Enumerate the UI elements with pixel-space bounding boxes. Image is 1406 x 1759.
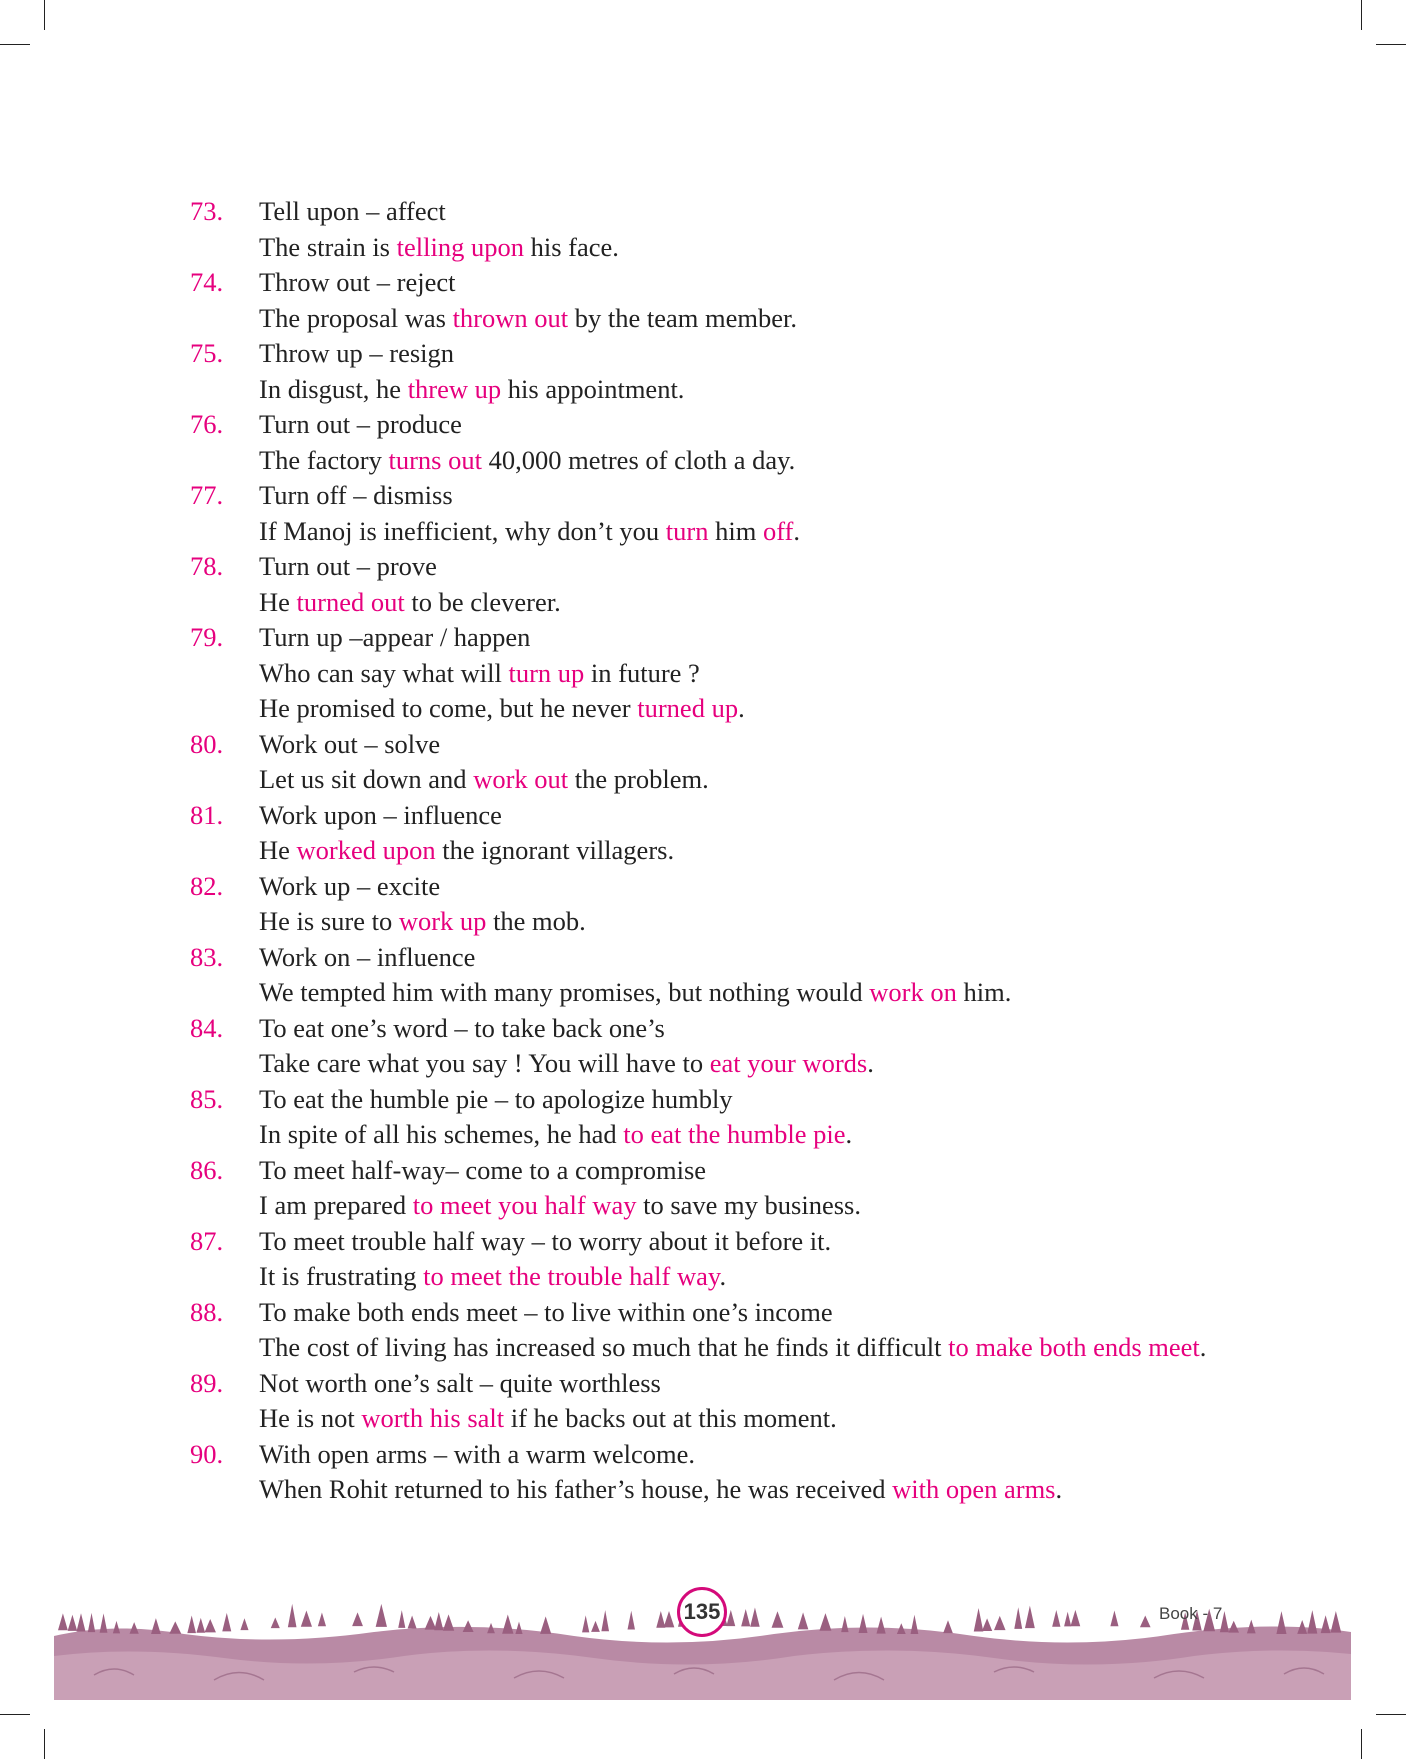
- phrase-definition: [259, 194, 1270, 230]
- text-run: .: [845, 1119, 853, 1149]
- text-run: Turn up –appear / happen: [259, 622, 531, 652]
- tree-shape: [601, 1610, 609, 1631]
- tree-shape: [582, 1615, 589, 1632]
- example-sentence: [259, 1259, 1270, 1295]
- tree-shape: [271, 1618, 280, 1629]
- tree-shape: [1228, 1621, 1239, 1633]
- example-sentence: [259, 833, 1270, 869]
- phrase-definition: [259, 940, 1270, 976]
- phrase-definition: [259, 549, 1270, 585]
- tree-shape: [425, 1616, 437, 1630]
- text-run: to be cleverer.: [404, 586, 561, 617]
- text-run: him.: [956, 977, 1012, 1007]
- phrase-definition: [259, 1437, 1270, 1473]
- text-run: .: [738, 693, 745, 723]
- crop-mark: [1361, 0, 1362, 30]
- list-item: [190, 727, 1270, 798]
- tree-shape: [196, 1618, 205, 1633]
- item-number: 88.: [190, 1296, 224, 1327]
- text-run: 40,000 metres of cloth a day.: [482, 444, 796, 475]
- phrase-definition: [259, 1295, 1270, 1331]
- tree-shape: [113, 1621, 120, 1633]
- tree-shape: [1070, 1610, 1080, 1626]
- text-run: Work on – influence: [259, 941, 476, 972]
- tree-shape: [1025, 1606, 1035, 1629]
- example-sentence: [259, 301, 1270, 337]
- highlighted-phrase: off: [762, 515, 794, 546]
- tree-shape: [58, 1613, 68, 1630]
- tree-shape: [376, 1604, 387, 1627]
- tree-shape: [1297, 1620, 1307, 1634]
- item-number: 89.: [190, 1367, 224, 1398]
- item-number: 74.: [190, 267, 224, 297]
- text-run: With open arms – with a warm welcome.: [259, 1438, 696, 1469]
- tree-shape: [819, 1613, 831, 1631]
- list-item: [190, 1437, 1270, 1508]
- tree-shape: [130, 1622, 139, 1634]
- list-item: [190, 798, 1270, 869]
- text-run: Work up – excite: [259, 870, 441, 901]
- example-sentence: [259, 975, 1270, 1011]
- tree-shape: [656, 1611, 665, 1628]
- list-item: [190, 478, 1270, 549]
- example-sentence: [259, 762, 1270, 798]
- tree-shape: [463, 1620, 474, 1632]
- tree-shape: [205, 1619, 216, 1632]
- highlighted-phrase: worth his salt: [361, 1403, 505, 1433]
- crop-mark: [0, 1714, 30, 1715]
- text-run: To eat the humble pie – to apologize humbly: [259, 1083, 733, 1114]
- phrase-definition: [259, 1366, 1270, 1402]
- phrase-definition: [259, 727, 1270, 763]
- item-number: 78.: [190, 551, 224, 581]
- highlighted-phrase: telling upon: [396, 231, 524, 262]
- phrase-definition: [259, 1082, 1270, 1118]
- phrase-definition: [259, 1011, 1270, 1047]
- text-run: When Rohit returned to his father’s house, he was received: [259, 1474, 893, 1504]
- text-run: if he backs out at this moment.: [504, 1403, 837, 1433]
- phrase-definition: [259, 407, 1270, 443]
- example-sentence: [259, 1046, 1270, 1082]
- text-run: .: [793, 515, 800, 546]
- tree-shape: [859, 1614, 868, 1633]
- text-run: Work upon – influence: [259, 799, 502, 830]
- text-run: Take care what you say ! You will have to: [259, 1048, 710, 1078]
- example-sentence: [259, 656, 1270, 692]
- crop-mark: [1361, 1729, 1362, 1759]
- tree-shape: [1064, 1612, 1071, 1627]
- text-run: Tell upon – affect: [259, 196, 446, 226]
- tree-shape: [502, 1614, 513, 1633]
- item-number: 82.: [190, 870, 224, 901]
- item-number: 84.: [190, 1012, 224, 1043]
- crop-mark: [0, 44, 30, 45]
- example-sentence: [259, 1330, 1270, 1366]
- item-number: 81.: [190, 799, 224, 830]
- tree-shape: [750, 1607, 759, 1626]
- text-run: to save my business.: [636, 1190, 861, 1220]
- tree-shape: [1330, 1611, 1341, 1633]
- text-run: his appointment.: [501, 373, 685, 404]
- text-run: by the team member.: [568, 302, 797, 333]
- tree-shape: [994, 1616, 1006, 1630]
- text-run: the ignorant villagers.: [435, 835, 675, 865]
- item-number: 90.: [190, 1438, 224, 1469]
- text-run: the problem.: [568, 764, 709, 794]
- tree-shape: [540, 1616, 551, 1634]
- list-item: [190, 620, 1270, 727]
- text-run: in future ?: [584, 657, 700, 688]
- text-run: Throw out – reject: [259, 267, 456, 297]
- list-item: [190, 1224, 1270, 1295]
- phrase-definition: [259, 620, 1270, 656]
- text-run: He is sure to: [259, 906, 399, 936]
- example-sentence: [259, 585, 1270, 621]
- tree-shape: [100, 1613, 108, 1632]
- crop-mark: [1376, 44, 1406, 45]
- tree-shape: [1307, 1610, 1317, 1633]
- item-number: 76.: [190, 409, 224, 439]
- tree-shape: [628, 1611, 635, 1630]
- tree-shape: [222, 1613, 231, 1631]
- example-sentence: [259, 372, 1270, 408]
- highlighted-phrase: turn: [665, 515, 709, 546]
- tree-shape: [398, 1610, 405, 1628]
- text-run: Throw up – resign: [259, 338, 455, 368]
- item-number: 87.: [190, 1225, 224, 1256]
- highlighted-phrase: turned out: [296, 586, 405, 617]
- highlighted-phrase: to meet you half way: [412, 1190, 637, 1220]
- tree-shape: [68, 1615, 78, 1631]
- highlighted-phrase: threw up: [407, 373, 502, 404]
- tree-shape: [798, 1612, 809, 1629]
- tree-shape: [169, 1621, 181, 1633]
- text-run: .: [1055, 1474, 1063, 1504]
- text-run: The proposal was: [259, 302, 453, 333]
- example-sentence: [259, 691, 1270, 727]
- text-run: Turn off – dismiss: [259, 480, 453, 510]
- text-run: The factory: [259, 444, 389, 475]
- item-number: 79.: [190, 622, 224, 652]
- highlighted-phrase: turns out: [388, 444, 482, 475]
- item-number: 85.: [190, 1083, 224, 1114]
- phrase-definition: [259, 1153, 1270, 1189]
- tree-shape: [1276, 1611, 1286, 1634]
- text-run: Let us sit down and: [259, 764, 474, 794]
- list-item: [190, 940, 1270, 1011]
- list-item: [190, 336, 1270, 407]
- tree-shape: [841, 1616, 848, 1632]
- highlighted-phrase: to eat the humble pie: [623, 1119, 846, 1149]
- list-item: [190, 869, 1270, 940]
- highlighted-phrase: worked upon: [296, 835, 436, 865]
- list-item: [190, 265, 1270, 336]
- text-run: To meet half-way– come to a compromise: [259, 1154, 707, 1185]
- tree-shape: [1247, 1620, 1256, 1634]
- text-run: In spite of all his schemes, he had: [259, 1119, 624, 1149]
- example-sentence: [259, 514, 1270, 550]
- text-run: It is frustrating: [259, 1261, 424, 1291]
- text-run: him: [708, 515, 763, 546]
- page-number: 135: [677, 1587, 727, 1637]
- list-item: [190, 194, 1270, 265]
- item-number: 83.: [190, 941, 224, 972]
- phrase-definition: [259, 336, 1270, 372]
- text-run: .: [867, 1048, 874, 1078]
- crop-mark: [44, 0, 45, 30]
- tree-shape: [76, 1613, 85, 1631]
- highlighted-phrase: work on: [869, 977, 957, 1007]
- text-run: The cost of living has increased so much that he finds it difficult: [259, 1332, 949, 1362]
- list-item: [190, 407, 1270, 478]
- tree-shape: [772, 1611, 784, 1627]
- tree-shape: [187, 1616, 196, 1634]
- tree-shape: [726, 1610, 735, 1626]
- example-sentence: [259, 230, 1270, 266]
- crop-mark: [44, 1729, 45, 1759]
- example-sentence: [259, 904, 1270, 940]
- text-run: He promised to come, but he never: [259, 693, 638, 723]
- text-run: his face.: [523, 231, 619, 262]
- text-run: I am prepared: [259, 1190, 413, 1220]
- example-sentence: [259, 443, 1270, 479]
- highlighted-phrase: to meet the trouble half way: [423, 1261, 720, 1291]
- text-run: To eat one’s word – to take back one’s: [259, 1012, 665, 1043]
- tree-shape: [1110, 1611, 1118, 1627]
- text-run: To meet trouble half way – to worry about it before it.: [259, 1225, 832, 1256]
- example-sentence: [259, 1188, 1270, 1224]
- tree-shape: [240, 1618, 248, 1630]
- phrase-definition: [259, 265, 1270, 301]
- highlighted-phrase: to make both ends meet: [948, 1332, 1200, 1362]
- text-run: In disgust, he: [259, 373, 408, 404]
- tree-shape: [911, 1615, 919, 1634]
- list-item: [190, 1011, 1270, 1082]
- book-label: Book - 7: [1159, 1604, 1223, 1623]
- tree-shape: [943, 1620, 953, 1633]
- highlighted-phrase: work out: [473, 764, 569, 794]
- text-run: .: [719, 1261, 727, 1291]
- tree-shape: [876, 1617, 885, 1634]
- item-number: 75.: [190, 338, 224, 368]
- text-run: Work out – solve: [259, 728, 441, 759]
- tree-shape: [741, 1609, 750, 1626]
- example-sentence: [259, 1472, 1270, 1508]
- tree-shape: [982, 1618, 992, 1631]
- highlighted-phrase: turned up: [637, 693, 739, 723]
- tree-shape: [1321, 1615, 1331, 1633]
- tree-shape: [1140, 1615, 1151, 1627]
- tree-shape: [88, 1613, 95, 1632]
- list-item: [190, 1082, 1270, 1153]
- tree-shape: [1052, 1610, 1060, 1627]
- text-run: He: [259, 835, 297, 865]
- tree-shape: [318, 1613, 326, 1627]
- text-run: We tempted him with many promises, but nothing would: [259, 977, 870, 1007]
- phrasal-verb-list: [190, 194, 1270, 1508]
- tree-shape: [974, 1608, 984, 1631]
- text-run: If Manoj is inefficient, why don’t you: [259, 515, 666, 546]
- text-run: Turn out – produce: [259, 409, 462, 439]
- tree-shape: [408, 1615, 417, 1628]
- tree-shape: [434, 1612, 443, 1630]
- phrase-definition: [259, 869, 1270, 905]
- tree-shape: [352, 1612, 363, 1626]
- highlighted-phrase: eat your words: [709, 1048, 868, 1078]
- text-run: the mob.: [486, 906, 586, 936]
- text-run: .: [1199, 1332, 1207, 1362]
- text-run: Not worth one’s salt – quite worthless: [259, 1367, 661, 1398]
- list-item: [190, 1366, 1270, 1437]
- tree-shape: [443, 1614, 454, 1630]
- tree-shape: [591, 1621, 600, 1632]
- tree-shape: [151, 1618, 161, 1634]
- tree-shape: [1014, 1607, 1022, 1629]
- highlighted-phrase: thrown out: [452, 302, 569, 333]
- highlighted-phrase: turn up: [508, 657, 585, 688]
- crop-mark: [1376, 1714, 1406, 1715]
- text-run: Who can say what will: [259, 657, 509, 688]
- item-number: 73.: [190, 196, 224, 226]
- item-number: 86.: [190, 1154, 224, 1185]
- tree-shape: [301, 1611, 312, 1627]
- list-item: [190, 1295, 1270, 1366]
- example-sentence: [259, 1401, 1270, 1437]
- item-number: 80.: [190, 728, 224, 759]
- list-item: [190, 549, 1270, 620]
- text-run: To make both ends meet – to live within one’s income: [259, 1296, 833, 1327]
- list-item: [190, 1153, 1270, 1224]
- text-run: He is not: [259, 1403, 362, 1433]
- phrase-definition: [259, 798, 1270, 834]
- tree-shape: [515, 1622, 522, 1634]
- text-run: Turn out – prove: [259, 551, 437, 581]
- tree-shape: [664, 1611, 675, 1627]
- highlighted-phrase: with open arms: [892, 1474, 1056, 1504]
- text-run: He: [259, 586, 297, 617]
- phrase-definition: [259, 1224, 1270, 1260]
- example-sentence: [259, 1117, 1270, 1153]
- phrase-definition: [259, 478, 1270, 514]
- tree-shape: [288, 1604, 297, 1627]
- item-number: 77.: [190, 480, 224, 510]
- text-run: The strain is: [259, 231, 397, 262]
- highlighted-phrase: work up: [398, 906, 487, 936]
